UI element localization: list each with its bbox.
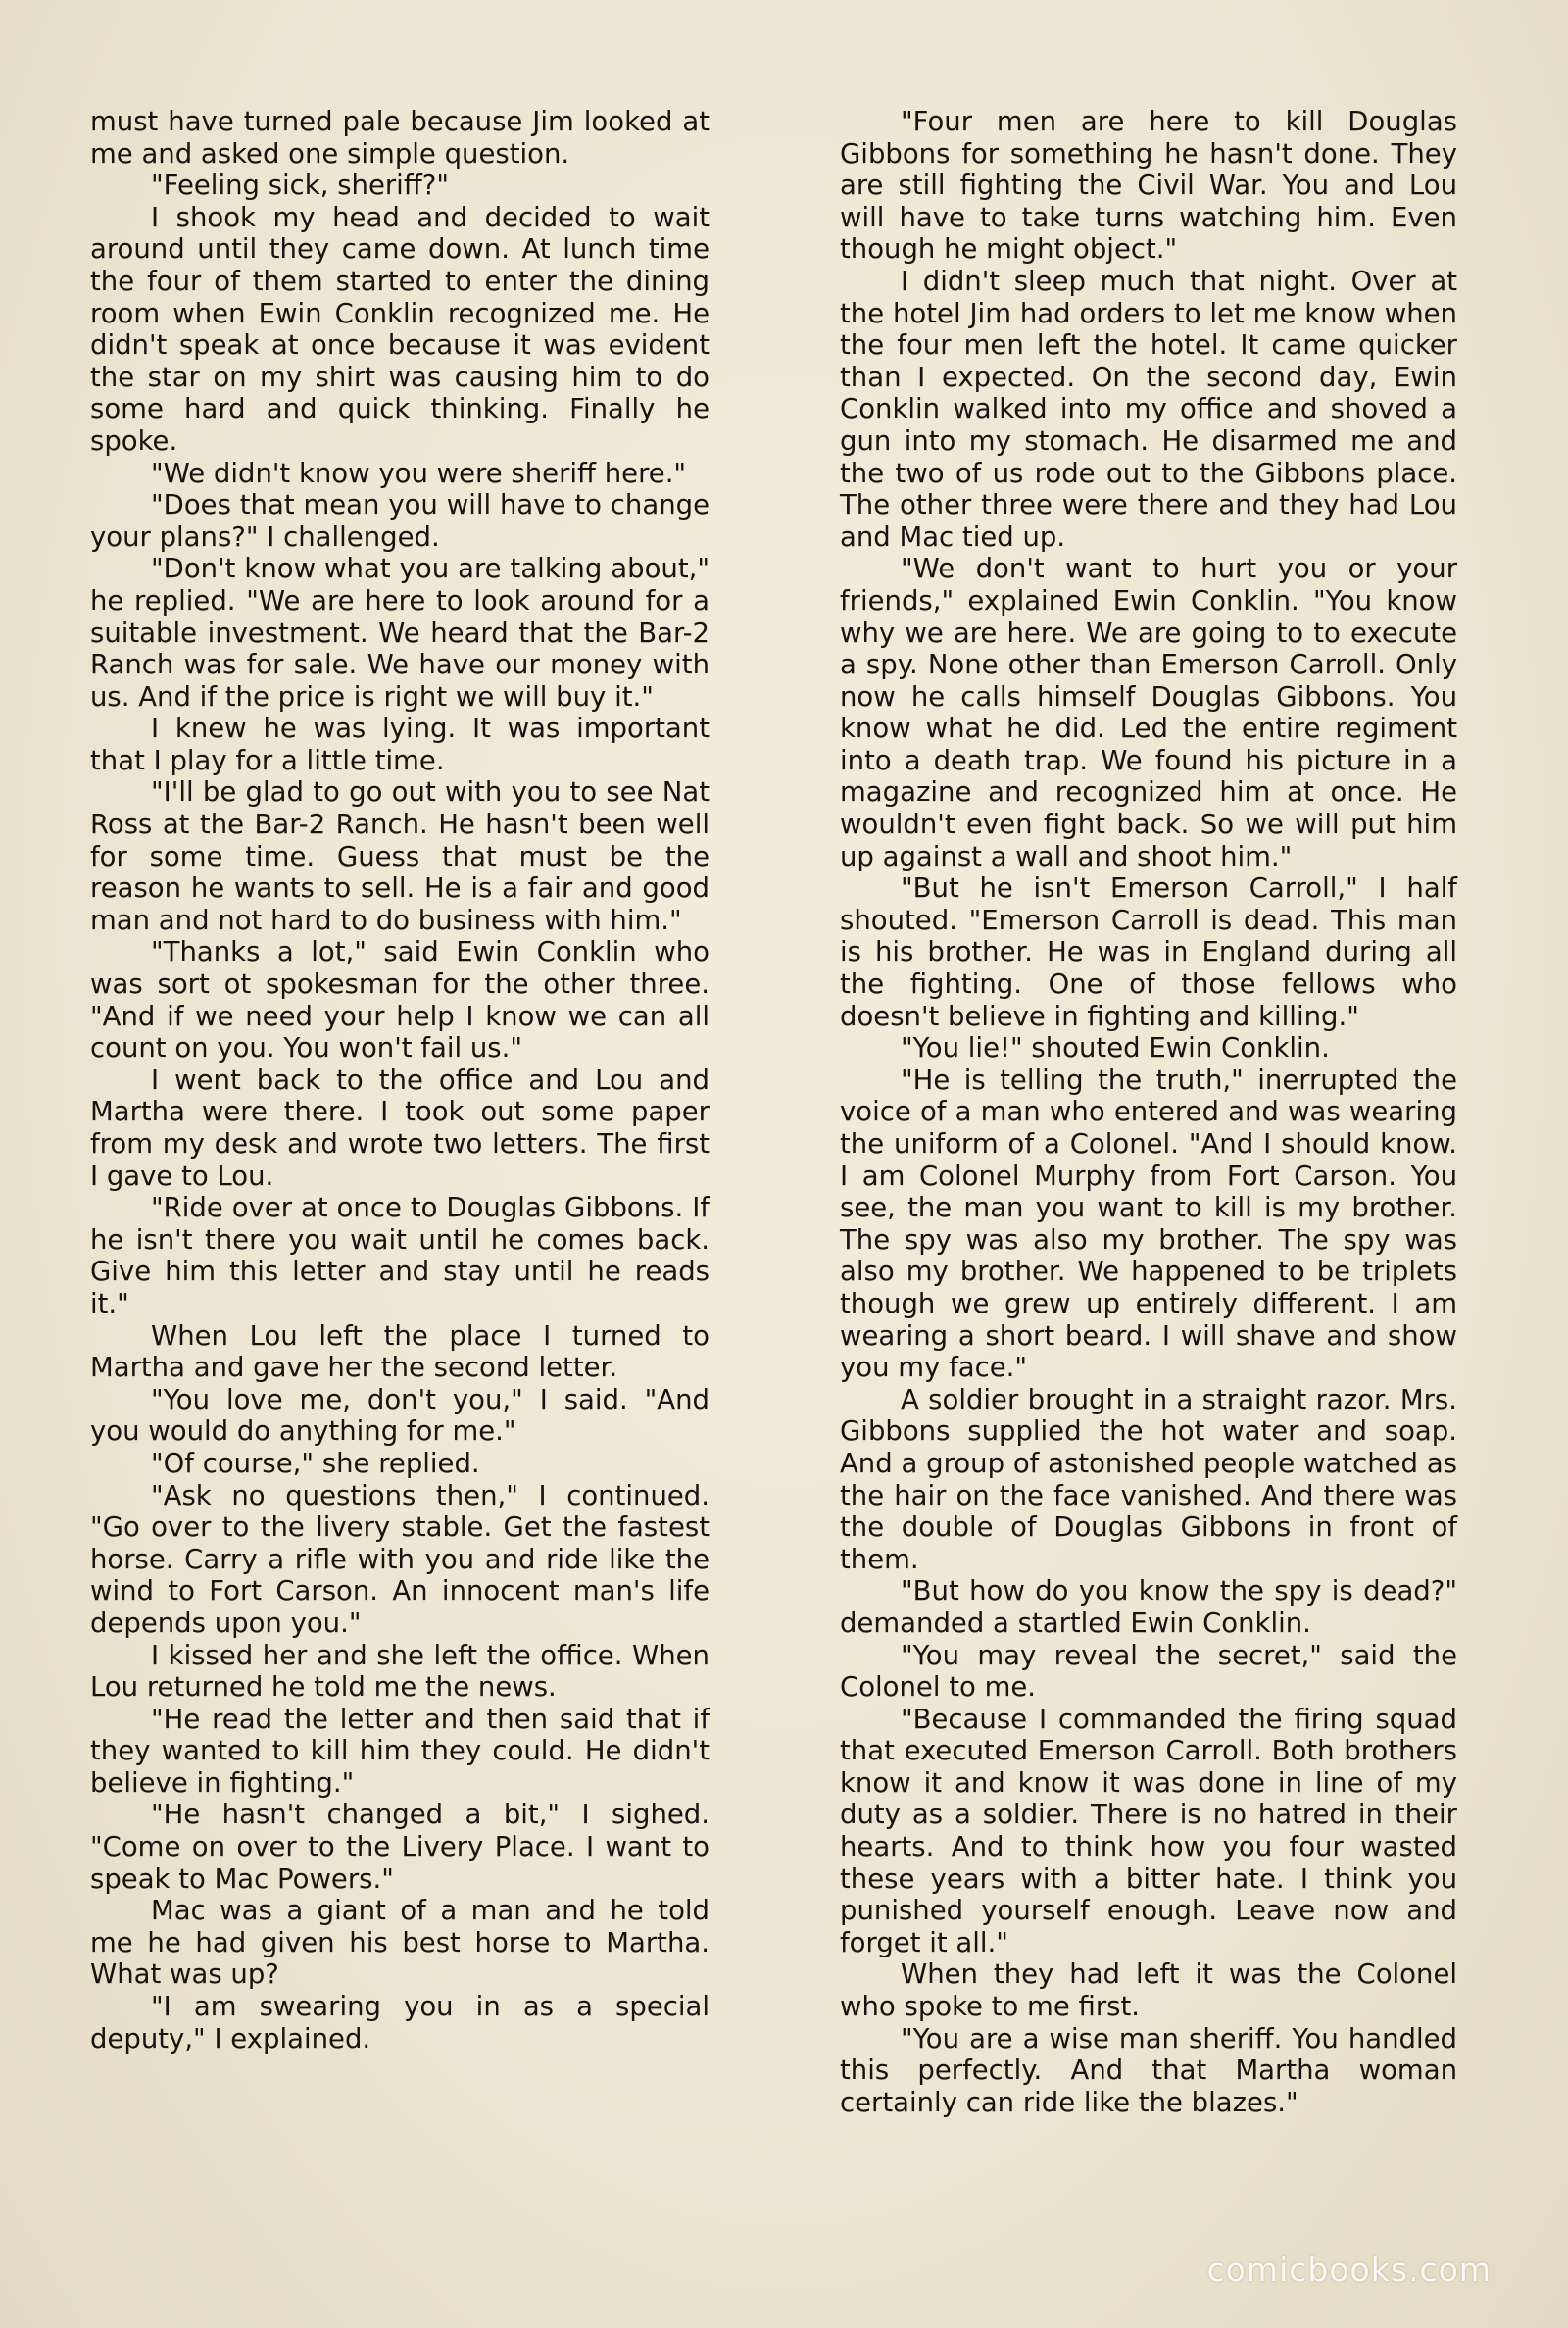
paragraph: must have turned pale because Jim looked at me and asked one simple question. — [90, 106, 710, 170]
paragraph: "Ask no questions then," I continued. "Go over to the livery stable. Get the fastest horse. Carry a rifle with you and ride like the wind to Fort Carson. An innocent man's life depends upon you." — [90, 1479, 710, 1639]
paragraph: "Of course," she replied. — [151, 1447, 480, 1479]
paragraph: "He hasn't changed a bit," I sighed. "Come on over to the Livery Place. I want to speak to Mac Powers." — [90, 1799, 710, 1895]
paragraph: Mac was a giant of a man and he told me he had given his best horse to Martha. What was up? — [90, 1895, 710, 1991]
paragraph: I shook my head and decided to wait around until they came down. At lunch time the four of them started to enter the dining room when Ewin Conklin recognized me. He didn't speak at once because it was evident the star on my shirt was causing him to do some hard and quick thinking. Finally he spoke. — [90, 201, 710, 457]
paragraph: "You love me, don't you," I said. "And you would do anything for me." — [90, 1383, 710, 1448]
paragraph: "You lie!" shouted Ewin Conklin. — [901, 1032, 1330, 1065]
paragraph: "I'll be glad to go out with you to see Nat Ross at the Bar-2 Ranch. He hasn't been well for some time. Guess that must be the reason he wants to sell. He is a fair and good man and not hard to do business with him." — [90, 776, 710, 936]
paragraph: When they had left it was the Colonel who spoke to me first. — [840, 1958, 1457, 2023]
paragraph: I didn't sleep much that night. Over at the hotel Jim had orders to let me know when the four men left the hotel. It came quicker than I expected. On the second day, Ewin Conklin walked into my office and shoved a gun into my stomach. He disarmed me and the two of us rode out to the Gibbons place. The other three were there and they had Lou and Mac tied up. — [840, 265, 1457, 553]
paragraph: "Ride over at once to Douglas Gibbons. If he isn't there you wait until he comes back. Give him this letter and stay until he reads it." — [90, 1192, 710, 1319]
paragraph: "Thanks a lot," said Ewin Conklin who was sort ot spokesman for the other three. "And if we need your help I know we can all count on you. You won't fail us." — [90, 936, 710, 1065]
paragraph: "Does that mean you will have to change your plans?" I challenged. — [90, 489, 710, 553]
paragraph: "Four men are here to kill Douglas Gibbons for something he hasn't done. They are still fighting the Civil War. You and Lou will have to take turns watching him. Even though he might object." — [840, 106, 1457, 266]
paragraph: "We didn't know you were sheriff here." — [151, 457, 687, 489]
paragraph: "We don't want to hurt you or your friends," explained Ewin Conklin. "You know why we are here. We are going to to execute a spy. None other than Emerson Carroll. Only now he calls himself Douglas Gibbons. You know what he did. Led the entire regiment into a death trap. We found his picture in a magazine and recognized him at once. He wouldn't even fight back. So we will put him up against a wall and shoot him." — [840, 553, 1457, 872]
paragraph: A soldier brought in a straight razor. Mrs. Gibbons supplied the hot water and soap. And a group of astonished people watched as the hair on the face vanished. And there was the double of Douglas Gibbons in front of them. — [840, 1383, 1457, 1575]
paragraph: I kissed her and she left the office. When Lou returned he told me the news. — [90, 1639, 710, 1704]
paragraph: "You may reveal the secret," said the Colonel to me. — [840, 1639, 1457, 1704]
paragraph: "Feeling sick, sheriff?" — [151, 170, 450, 202]
right-text-column — [840, 106, 1457, 2118]
paragraph: "But he isn't Emerson Carroll," I half shouted. "Emerson Carroll is dead. This man is his brother. He was in England during all the fighting. One of those fellows who doesn't believe in fighting and killing." — [840, 872, 1457, 1032]
paragraph: I went back to the office and Lou and Martha were there. I took out some paper from my desk and wrote two letters. The first I gave to Lou. — [90, 1064, 710, 1192]
left-text-column — [90, 106, 710, 2055]
paragraph: I knew he was lying. It was important that I play for a little time. — [90, 713, 710, 776]
watermark: comicbooks.com — [1206, 2251, 1492, 2289]
paragraph: "Don't know what you are talking about," he replied. "We are here to look around for a suitable investment. We heard that the Bar-2 Ranch was for sale. We have our money with us. And if the price is right we will buy it." — [90, 553, 710, 713]
paragraph: When Lou left the place I turned to Martha and gave her the second letter. — [90, 1319, 710, 1384]
paragraph: "He read the letter and then said that if they wanted to kill him they could. He didn't believe in fighting." — [90, 1703, 710, 1799]
paragraph: "You are a wise man sheriff. You handled this perfectly. And that Martha woman certainly can ride like the blazes." — [840, 2022, 1457, 2118]
paragraph: "But how do you know the spy is dead?" demanded a startled Ewin Conklin. — [840, 1575, 1457, 1639]
paragraph: "Because I commanded the firing squad that executed Emerson Carroll. Both brothers know it and know it was done in line of my duty as a soldier. There is no hatred in their hearts. And to think how you four wasted these years with a bitter hate. I think you punished yourself enough. Leave now and forget it all." — [840, 1703, 1457, 1958]
paragraph: "I am swearing you in as a special deputy," I explained. — [90, 1991, 710, 2055]
paragraph: "He is telling the truth," inerrupted the voice of a man who entered and was wearing the uniform of a Colonel. "And I should know. I am Colonel Murphy from Fort Carson. You see, the man you want to kill is my brother. The spy was also my brother. The spy was also my brother. We happened to be triplets though we grew up entirely different. I am wearing a short beard. I will shave and show you my face." — [840, 1064, 1457, 1384]
